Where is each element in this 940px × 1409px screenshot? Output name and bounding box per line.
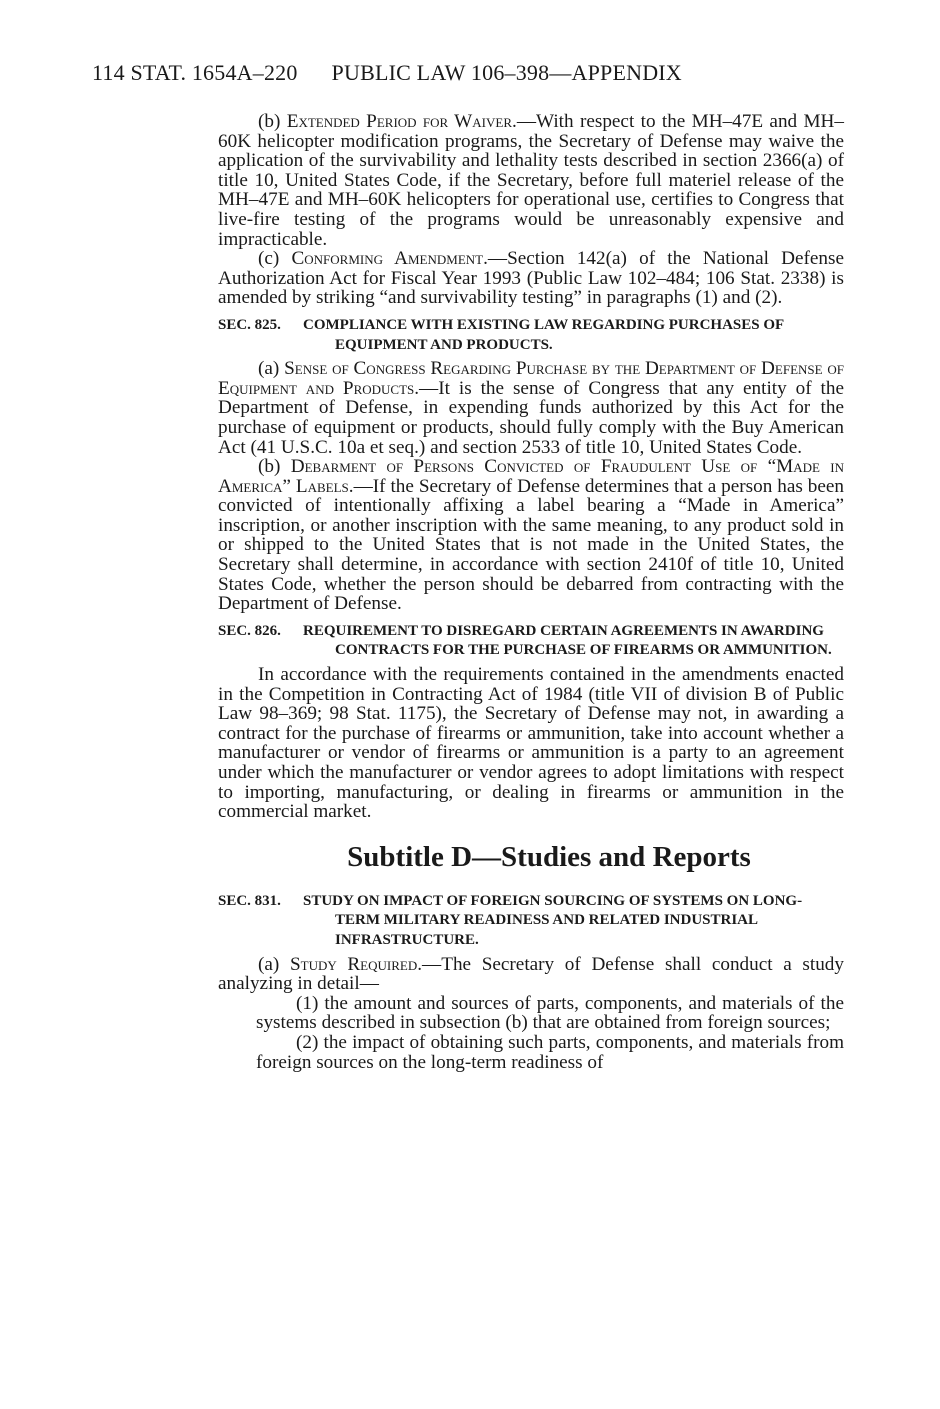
subsection-heading: Study Required. <box>289 953 423 975</box>
subsection-text: —Section 142(a) of the National Defense Authorization Act for Fiscal Year 1993 (Public Law 102–484; 106 Stat. 2338) is amended by striking “and survivability testing” in paragraphs (1) and (2). <box>218 248 844 309</box>
sec831-paragraph-2: (2) the impact of obtaining such parts, components, and materials from foreign sources on the long-term readiness of <box>256 1031 844 1073</box>
sec826-text: In accordance with the requirements contained in the amendments enacted in the Competition in Contracting Act of 1984 (title VII of division B of Public Law 98–369; 98 Stat. 1175), the Secretary of Defense may not, in awarding a contract for the purchase of firearms or ammunition, take into account whether a manufacturer or vendor of firearms or ammunition is a party to an agreement under which the manufacturer or vendor agrees to adopt limitations with respect to importing, manufacturing, or dealing in firearms or ammunition in the commercial market. <box>218 664 844 823</box>
running-head <box>92 60 682 86</box>
subsection-text: —The Secretary of Defense shall conduct a study analyzing in detail— <box>218 953 844 995</box>
subsection-heading: Debarment of Persons Convicted of Fraudulent Use of “Made in America” Labels. <box>218 456 845 497</box>
sec825-subsection-b: (b) Debarment of Persons Convicted of Fraudulent Use of “Made in America” Labels.—If the Secretary of Defense determines that a person has been convicted of intentionally affixing a label bearing a “Made in America” inscription, or another inscription with the same meaning, to any product sold in or shipped to the United States that is not made in the United States, the Secretary shall determine, in accordance with section 2410f of title 10, United States Code, whether the person should be debarred from contracting with the Department of Defense. <box>218 456 845 615</box>
sec824-subsection-b: (b) Extended Period for Waiver.—With respect to the MH–47E and MH–60K helicopter modification programs, the Secretary of Defense may waive the application of the survivability and lethality tests described in section 2366(a) of title 10, United States Code, if the Secretary, before full materiel release of the MH–47E and MH–60K helicopters for operational use, certifies to Congress that live-fire testing of the programs would be unreasonably expensive and impracticable. <box>218 111 844 250</box>
sec824-subsection-c: (c) Conforming Amendment.—Section 142(a) of the National Defense Authorization Act for Fiscal Year 1993 (Public Law 102–484; 106 Stat. 2338) is amended by striking “and survivability testing” in paragraphs (1) and (2). <box>218 248 844 309</box>
section-heading-831 <box>218 892 844 951</box>
sec831-subsection-a: (a) Study Required.—The Secretary of Defense shall conduct a study analyzing in detail— <box>218 953 844 995</box>
law-title: PUBLIC LAW 106–398—APPENDIX <box>331 60 682 85</box>
section-title: REQUIREMENT TO DISREGARD CERTAIN AGREEMENTS IN AWARDING CONTRACTS FOR THE PURCHASE OF FIREARMS OR AMMUNITION. <box>303 622 832 659</box>
document-body <box>218 112 844 1072</box>
section-number: SEC. 826. <box>218 622 281 639</box>
subsection-heading: Sense of Congress Regarding Purchase by the Department of Defense of Equipment and Products. <box>218 358 845 399</box>
section-heading-826 <box>218 622 844 661</box>
sec825-subsection-a: (a) Sense of Congress Regarding Purchase by the Department of Defense of Equipment and Products.—It is the sense of Congress that any entity of the Department of Defense, in expending funds authorized by this Act for the purchase of equipment or products, should fully comply with the Buy American Act (41 U.S.C. 10a et seq.) and section 2533 of title 10, United States Code. <box>218 358 845 458</box>
section-title: COMPLIANCE WITH EXISTING LAW REGARDING PURCHASES OF EQUIPMENT AND PRODUCTS. <box>303 316 784 353</box>
subsection-text: —If the Secretary of Defense determines that a person has been convicted of intentionally affixing a label bearing a “Made in America” inscription, or another inscription with the same meaning, to any product sold in or shipped to the United States that is not made in the United States, the Secretary shall determine, in accordance with section 2410f of title 10, United States Code, whether the person should be debarred from contracting with the Department of Defense. <box>218 475 845 615</box>
subsection-text: —With respect to the MH–47E and MH–60K helicopter modification programs, the Secretary of Defense may waive the application of the survivability and lethality tests described in section 2366(a) of title 10, United States Code, if the Secretary, before full materiel release of the MH–47E and MH–60K helicopters for operational use, certifies to Congress that live-fire testing of the programs would be unreasonably expensive and impracticable. <box>218 111 844 250</box>
section-number: SEC. 825. <box>218 316 281 333</box>
sec831-paragraph-1: (1) the amount and sources of parts, components, and materials of the systems described in subsection (b) that are obtained from foreign sources; <box>256 992 844 1034</box>
subsection-heading: Extended Period for Waiver. <box>286 111 517 132</box>
section-title: STUDY ON IMPACT OF FOREIGN SOURCING OF SYSTEMS ON LONG-TERM MILITARY READINESS AND RELATED INDUSTRIAL INFRASTRUCTURE. <box>303 892 803 948</box>
section-heading-825 <box>218 316 844 355</box>
subtitle-heading: Subtitle D—Studies and Reports <box>347 840 751 873</box>
subsection-heading: Conforming Amendment. <box>291 248 488 270</box>
subsection-text: —It is the sense of Congress that any entity of the Department of Defense, in expending funds authorized by this Act for the purchase of equipment or products, should fully comply with the Buy American Act (41 U.S.C. 10a et seq.) and section 2533 of title 10, United States Code. <box>218 377 844 458</box>
section-number: SEC. 831. <box>218 892 281 909</box>
page-reference: 114 STAT. 1654A–220 <box>92 60 298 85</box>
